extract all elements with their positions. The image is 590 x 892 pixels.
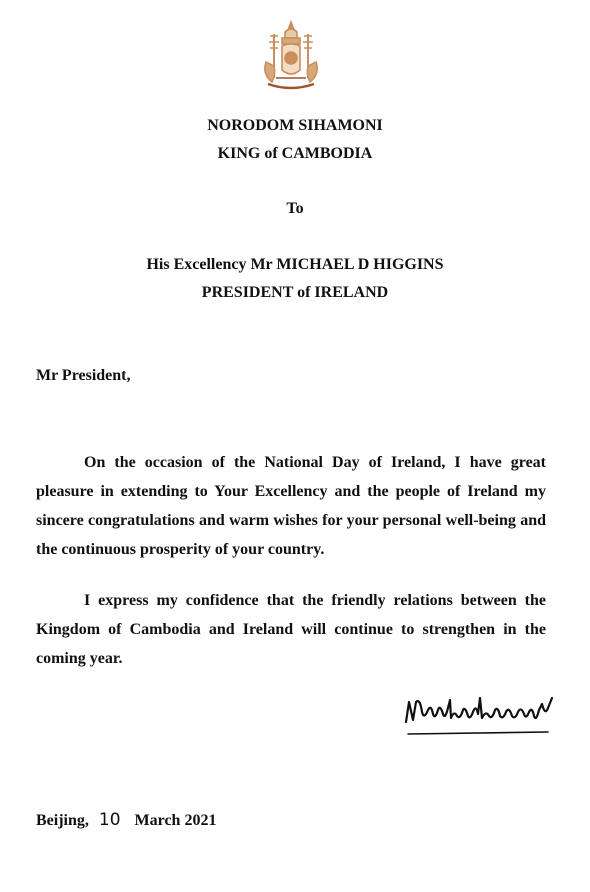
royal-coat-of-arms-icon bbox=[252, 18, 330, 96]
date-place: Beijing, bbox=[36, 812, 89, 829]
sender-title: KING of CAMBODIA bbox=[217, 145, 373, 162]
date-month-year: March 2021 bbox=[134, 812, 217, 829]
paragraph-1: On the occasion of the National Day of Ireland, I have great pleasure in extending to Your Excellency and the people of Ireland my sincere congratulations and warm wishes for your personal well-being and the continuous prosperity of your country. bbox=[36, 454, 546, 558]
to-label: To bbox=[286, 200, 304, 217]
date-day: 10 bbox=[98, 810, 121, 830]
recipient-name: His Excellency Mr MICHAEL D HIGGINS bbox=[146, 256, 444, 273]
date-line bbox=[36, 810, 216, 830]
recipient-title: PRESIDENT of IRELAND bbox=[201, 284, 389, 301]
paragraph-2: I express my confidence that the friendly relations between the Kingdom of Cambodia and Ireland will continue to strengthen in the coming year. bbox=[36, 592, 546, 667]
handwritten-signature bbox=[400, 690, 558, 746]
sender-name: NORODOM SIHAMONI bbox=[207, 117, 383, 134]
salutation: Mr President, bbox=[36, 367, 131, 384]
